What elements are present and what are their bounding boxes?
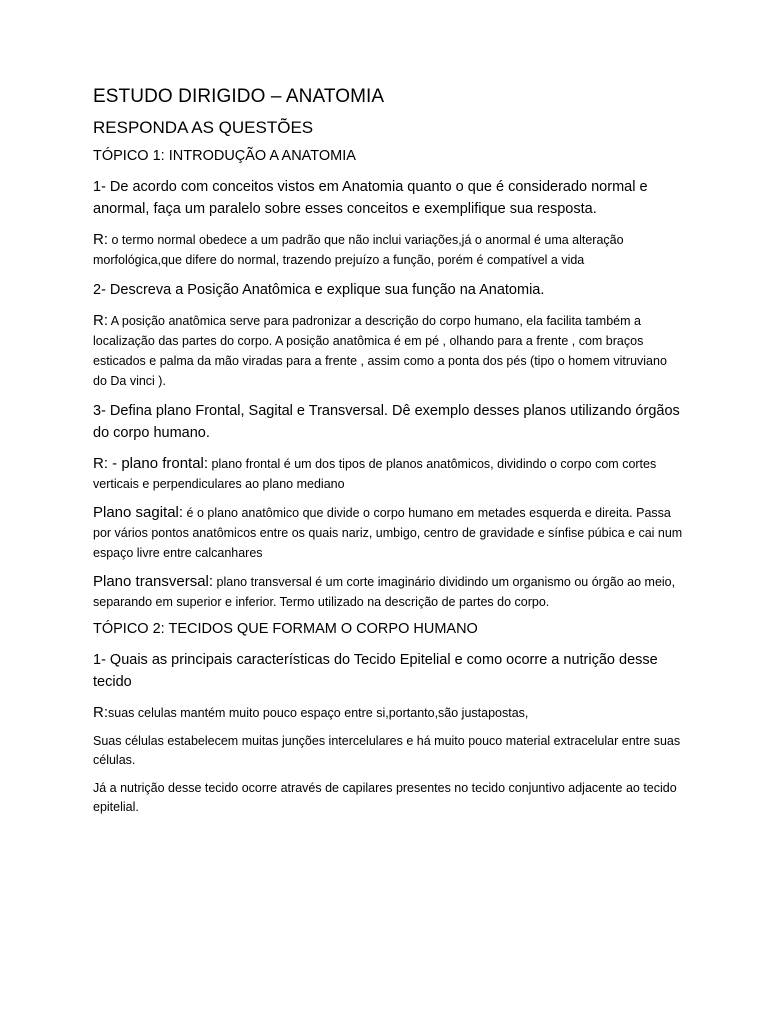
topic-2-answer-1: [93, 703, 683, 723]
answer-text: suas celulas mantém muito pouco espaço entre si,portanto,são justapostas,: [108, 706, 529, 720]
topic-1-question-2: 2- Descreva a Posição Anatômica e explique sua função na Anatomia.: [93, 282, 545, 298]
answer-text: é o plano anatômico que divide o corpo humano em metades esquerda e direita. Passa por vários pontos anatômicos entre os quais nariz, umbigo, centro de gravidade e sínfise púbica e cai num espaço livre entre calcanhares: [93, 506, 683, 560]
document-subtitle: RESPONDA AS QUESTÕES: [93, 118, 314, 137]
document-page: [93, 86, 683, 826]
topic-1-answer-3-sagital: [93, 503, 683, 563]
answer-text: plano transversal é um corte imaginário dividindo um organismo ou órgão ao meio, separando em superior e inferior. Termo utilizado na descrição de partes do corpo.: [93, 575, 676, 609]
answer-text: A posição anatômica serve para padronizar a descrição do corpo humano, ela facilita também a localização das partes do corpo. A posição anatômica é em pé , olhando para a frente , com braços esticados e palma da mão viradas para a frente , assim como a ponta dos pés (tipo o homem vitruviano do Da vinci ).: [93, 314, 667, 388]
answer-lead: R:: [93, 704, 108, 721]
answer-lead: Plano sagital:: [93, 504, 184, 521]
answer-lead: R:: [93, 312, 108, 329]
topic-1-answer-3-transversal: [93, 572, 683, 612]
topic-2-heading: TÓPICO 2: TECIDOS QUE FORMAM O CORPO HUMANO: [93, 621, 478, 637]
answer-text: plano frontal é um dos tipos de planos anatômicos, dividindo o corpo com cortes verticais e perpendiculares ao plano mediano: [93, 457, 657, 491]
topic-2-question-1: 1- Quais as principais características do Tecido Epitelial e como ocorre a nutrição desse tecido: [93, 652, 658, 690]
topic-1-question-1: 1- De acordo com conceitos vistos em Anatomia quanto o que é considerado normal e anormal, faça um paralelo sobre esses conceitos e exemplifique sua resposta.: [93, 179, 648, 217]
document-title: ESTUDO DIRIGIDO – ANATOMIA: [93, 86, 385, 107]
topic-1-answer-2: [93, 311, 683, 391]
topic-1-heading: TÓPICO 1: INTRODUÇÃO A ANATOMIA: [93, 148, 356, 164]
topic-2-paragraph-2: Já a nutrição desse tecido ocorre através de capilares presentes no tecido conjuntivo adjacente ao tecido epitelial.: [93, 781, 677, 814]
answer-text: o termo normal obedece a um padrão que não inclui variações,já o anormal é uma alteração morfológica,que difere do normal, trazendo prejuízo a função, porém é compatível a vida: [93, 233, 624, 267]
topic-1-question-3: 3- Defina plano Frontal, Sagital e Transversal. Dê exemplo desses planos utilizando órgãos do corpo humano.: [93, 403, 680, 441]
answer-lead: R:: [93, 231, 108, 248]
topic-1-answer-3-frontal: [93, 454, 683, 494]
topic-2-paragraph-1: Suas células estabelecem muitas junções intercelulares e há muito pouco material extracelular entre suas células.: [93, 734, 681, 767]
answer-lead: R: - plano frontal:: [93, 455, 209, 472]
topic-1-answer-1: [93, 230, 683, 270]
answer-lead: Plano transversal:: [93, 573, 214, 590]
